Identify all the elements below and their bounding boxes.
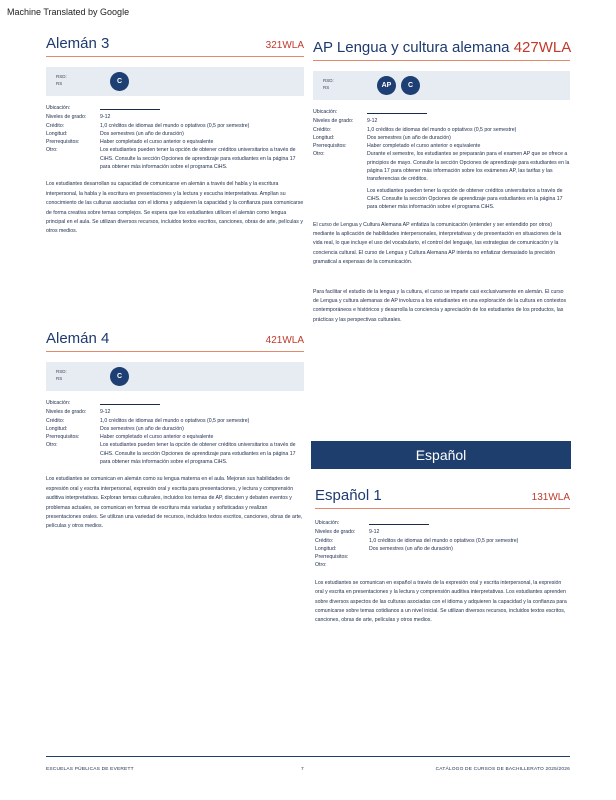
course-info: Ubicación: Niveles de grado: 9-12 Crédito: 1,0 créditos de idiomas del mundo o optativos (0,5 por semestre) Longitud: Dos semestres (un año de duración) Prerrequisitos: Otro: bbox=[315, 520, 519, 569]
cihs-icon: C bbox=[110, 367, 129, 386]
footer-rule bbox=[46, 756, 570, 757]
title-rule bbox=[315, 508, 570, 509]
badge-box bbox=[46, 362, 304, 391]
course-title: AP Lengua y cultura alemana 427WLA bbox=[313, 39, 572, 56]
course-description: Los estudiantes desarrollan su capacidad de comunicarse en alemán a través del habla y la escritura interpersonal, la habla y la escritura en presentaciones y la lectura y escucha interpretativas. Amplían su conocimiento de las culturas asociadas con el idioma y adquieren la capacidad y la confianza para comunicarse de forma creativa sobre temas complejos. Se espera que los estudiantes utilicen el alemán como lengua principal en el aula. Se utilizan diversos recursos, incluidos textos escritos, canciones, obras de arte, películas y otros medios. bbox=[46, 181, 304, 235]
badge-box bbox=[46, 67, 304, 96]
title-rule bbox=[46, 351, 304, 352]
ap-icon: AP bbox=[377, 76, 396, 95]
cihs-icon: C bbox=[401, 76, 420, 95]
course-code: 421WLA bbox=[265, 335, 304, 346]
course-ap-aleman bbox=[313, 34, 570, 325]
course-title: Alemán 4 bbox=[46, 330, 110, 347]
course-header bbox=[313, 34, 570, 58]
title-rule bbox=[46, 56, 304, 57]
course-info: Ubicación: Niveles de grado: 9-12 Crédito: 1,0 créditos de idiomas del mundo o optativos (0,5 por semestre) Longitud: Dos semestres (un año de duración) Prerrequisitos: Haber completado el curso anterior o equivalente Otro: Los estudiantes pueden tener la opción de obtener créditos universitarios a través de CiHS. Consulte la sección Opciones de aprendizaje para estudiantes en la página 17 para obtener más información sobre el programa CiHS. bbox=[46, 105, 296, 171]
course-info: Ubicación: Niveles de grado: 9-12 Crédito: 1,0 créditos de idiomas del mundo o optativos (0,5 por semestre) Longitud: Dos semestres (un año de duración) Prerrequisitos: Haber completado el curso anterior o equivalente Otro: Los estudiantes pueden tener la opción de obtener créditos universitarios a través de CiHS. Consulte la sección Opciones de aprendizaje para estudiantes en la página 17 para obtener más información sobre el programa CiHS. bbox=[46, 400, 296, 466]
course-code: 427WLA bbox=[513, 39, 572, 56]
course-espanol-1 bbox=[315, 482, 570, 626]
badge-box bbox=[313, 71, 570, 100]
badge-label: RSD: RS bbox=[323, 78, 334, 90]
course-aleman-4 bbox=[46, 325, 304, 532]
course-aleman-3 bbox=[46, 30, 304, 237]
course-header bbox=[46, 30, 304, 54]
course-code: 131WLA bbox=[531, 492, 570, 503]
footer-right: CATÁLOGO DE CURSOS DE BACHILLERATO 2025/2026 bbox=[435, 767, 570, 772]
section-banner-espanol: Español bbox=[311, 441, 571, 469]
course-title: Alemán 3 bbox=[46, 35, 110, 52]
machine-translated-label: Machine Translated by Google bbox=[7, 7, 130, 17]
course-description: Los estudiantes se comunican en español a través de la expresión oral y escrita interpersonal, la expresión oral y escrita en presentaciones y la lectura y comprensión auditiva interpretativas. Los estudiantes aprenden sobre diversos aspectos de las culturas asociadas con el idioma y adquieren la capacidad y la confianza para comunicarse sobre temas cotidianos a un nivel inicial. Se utilizan diversos recursos, incluidos textos escritos, canciones, obras de arte, películas y otros medios. bbox=[315, 579, 567, 624]
footer-page-number: 7 bbox=[301, 767, 304, 772]
course-code: 321WLA bbox=[265, 40, 304, 51]
course-info: Ubicación: Niveles de grado: 9-12 Crédito: 1,0 créditos de idiomas del mundo o optativos (0,5 por semestre) Longitud: Dos semestres (un año de duración) Prerrequisitos: Haber completado el curso anterior o equivalente Otro: Durante el semestre, los estudiantes se prepararán para el examen AP que se ofrece a principios de mayo. Consulte la sección Opciones de aprendizaje para estudiantes en la página 17 para obtener más información sobre los exámenes AP, las tarifas y las transferencias de créditos. Los estudiantes pueden tener la opción de obtener créditos universitarios a través de CiHS. Consulte la sección Opciones de aprendizaje para estudiantes en la página 17 para obtener más información sobre el programa CiHS. bbox=[313, 109, 570, 211]
course-description: El curso de Lengua y Cultura Alemana AP enfatiza la comunicación (entender y ser entendido por otros) mediante la aplicación de habilidades interpersonales, interpretativas y de presentación en situaciones de la vida real, lo que incluye el uso del vocabulario, el control del lenguaje, las estrategias de comunicación y la conciencia cultural. El curso de Lengua y Cultura Alemana AP intenta no enfatizar demasiado la precisión gramatical a expensas de la comunicación. bbox=[313, 221, 562, 266]
badge-label: RSD: RS bbox=[56, 74, 67, 86]
course-header bbox=[46, 325, 304, 349]
cihs-icon: C bbox=[110, 72, 129, 91]
course-description-2: Para facilitar el estudio de la lengua y la cultura, el curso se imparte casi exclusivamente en alemán. El curso de Lengua y cultura alemanas de AP involucra a los estudiantes en una exploración de la cultura en contextos contemporáneos e históricos y desarrolla la conciencia y apreciación de los estudiantes de los productos, las prácticas y las perspectivas culturales. bbox=[313, 288, 567, 323]
course-title: Español 1 bbox=[315, 487, 382, 504]
course-header bbox=[315, 482, 570, 506]
course-description: Los estudiantes se comunican en alemán como su lengua materna en el aula. Mejoran sus habilidades de expresión oral y escrita interpersonal, expresión oral y escrita para presentaciones, y lectura y comprensión auditiva interpretativas. Exploran temas culturales, incluidos los temas de AP, discuten y debaten eventos y problemas actuales, se comunican en formas de escritura más variadas y sofisticadas y realizan presentaciones orales. Se utilizan una variedad de recursos, incluidos textos escritos, canciones, obras de arte, películas y otros medios. bbox=[46, 476, 303, 530]
title-rule bbox=[313, 60, 570, 61]
footer-left: ESCUELAS PÚBLICAS DE EVERETT bbox=[46, 767, 134, 772]
badge-label: RSD: RS bbox=[56, 369, 67, 381]
